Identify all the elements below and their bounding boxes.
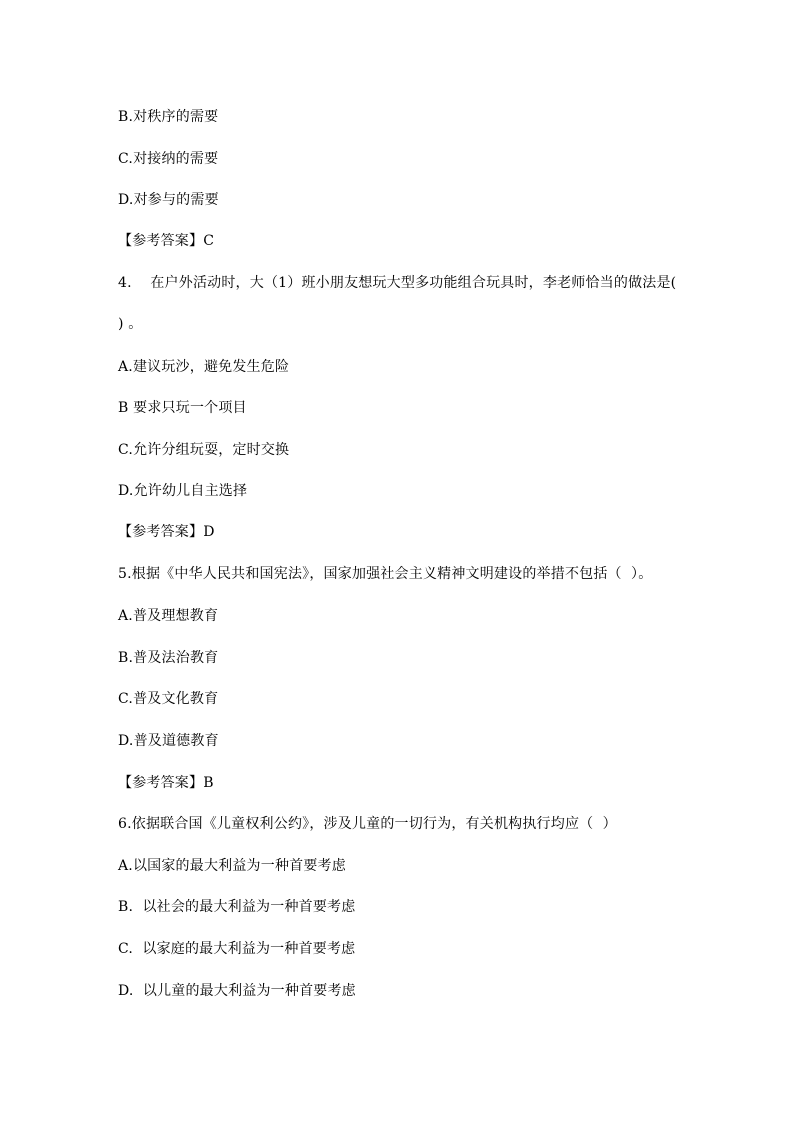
question-6: 6.依据联合国《儿童权利公约》，涉及儿童的一切行为，有关机构执行均应（ ） <box>118 816 617 832</box>
question-4-continued: ) 。 <box>118 316 143 332</box>
q5-option-a: A.普及理想教育 <box>118 608 219 624</box>
q6-option-d: D. 以儿童的最大利益为一种首要考虑 <box>118 983 356 999</box>
q4-option-b: B 要求只玩一个项目 <box>118 400 247 416</box>
option-d-participation: D.对参与的需要 <box>118 192 219 208</box>
question-4: 4. 在户外活动时，大（1）班小朋友想玩大型多功能组合玩具时，李老师恰当的做法是( <box>118 275 677 291</box>
question-5: 5.根据《中华人民共和国宪法》，国家加强社会主义精神文明建设的举措不包括（ ）。 <box>118 566 653 582</box>
answer-q5: 【参考答案】B <box>118 775 214 791</box>
option-b-order: B.对秩序的需要 <box>118 109 219 125</box>
q4-option-a: A.建议玩沙，避免发生危险 <box>118 359 290 375</box>
q6-option-c: C. 以家庭的最大利益为一种首要考虑 <box>118 941 356 957</box>
q4-option-c: C.允许分组玩耍，定时交换 <box>118 442 290 458</box>
q5-option-c: C.普及文化教育 <box>118 691 219 707</box>
q5-option-d: D.普及道德教育 <box>118 733 219 749</box>
q5-option-b: B.普及法治教育 <box>118 650 219 666</box>
answer-q4: 【参考答案】D <box>118 524 215 540</box>
answer-q3: 【参考答案】C <box>118 233 215 249</box>
q6-option-b: B. 以社会的最大利益为一种首要考虑 <box>118 899 356 915</box>
q6-option-a: A.以国家的最大利益为一种首要考虑 <box>118 858 346 874</box>
q4-option-d: D.允许幼儿自主选择 <box>118 483 248 499</box>
option-c-acceptance: C.对接纳的需要 <box>118 151 219 167</box>
